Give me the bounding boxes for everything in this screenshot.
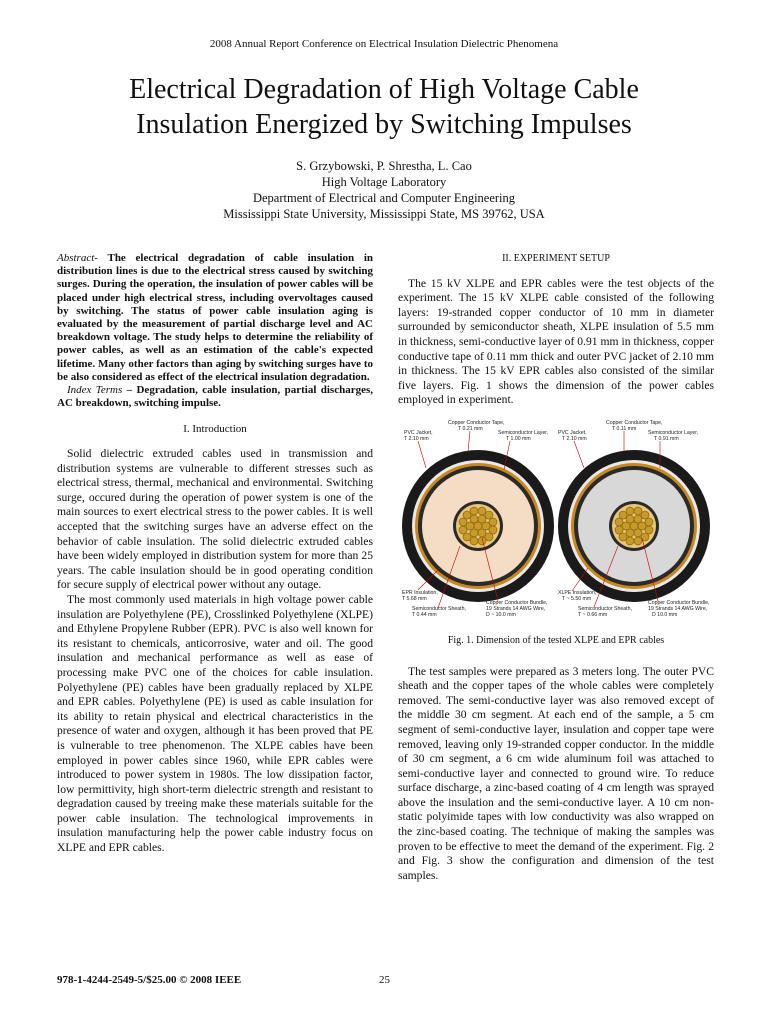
xlpe-label-insulation: XLPE Insulation, — [558, 589, 597, 596]
epr-label-insulation-t: T 5.68 mm — [402, 595, 427, 602]
epr-label-semicon: Semiconductor Layer, — [498, 429, 549, 436]
abstract-label: Abstract- — [57, 252, 98, 264]
page-number: 25 — [379, 974, 390, 986]
abstract-text: The electrical degradation of cable insulation in distribution lines is due to the electrical stress caused by switching surges. During the operation, the insulation of power cables will be placed under high electrical stress, including overvoltages caused by switching. The status of power cable insulation aging is evaluated by the measurement of partial discharge level and AC breakdown voltage. The study helps to determine the reliability of power cables, as well as an estimation of the cable's expected lifetime. Many other factors than aging by switching surges have to be also considered as effect of the electrical insulation degradation. — [57, 252, 373, 383]
experiment-paragraph-2: The test samples were prepared as 3 meters long. The outer PVC sheath and the copper tapes of the whole cables were completely removed. The semi-conductive layer was also removed except of the middle 30 cm segment. At each end of the sample, a 5 cm segment of semi-conductive layer, insulation and copper tape were removed, leaving only 19-stranded copper conductor. In the middle of 30 cm segment, a 6 cm wide aluminum foil was attached to semi-conductive layer and connected to ground wire. To reduce surface discharge, a zinc-based coating of 4 cm length was sprayed above the insulation and the semi-conductive layer. A 10 cm non-static polyimide tapes with low conductivity was also wrapped on the zinc-based coating. The technique of making the samples was proven to be effective to meet the demand of the experiment. Fig. 2 and Fig. 3 show the configuration and dimension of the test samples. — [398, 664, 714, 882]
intro-paragraph-2: The most commonly used materials in high voltage power cable insulation are Polyethylene (PE), Crosslinked Polyethylene (XLPE) and Ethylene Propylene Rubber (EPR). PVC is also well known for its resistant to chemicals, anticorrosive, water and oil. The good insulation and mechanical performance as well as ease of processing make PVC one of the choices for cable insulation. Polyethylene (PE) cables have been gradually replaced by XLPE and EPR cables. Polyethylene (PE) is used as cable insulation for its ability to retain physical and electrical characteristics in the presence of water and oxygen, although it has been proved that PE is vulnerable to tree phenomenon. The XLPE cables have been employed in power cables since 1960, while EPR cables were introduced to power system in 1980s. The low dissipation factor, low permittivity, high short-term dielectric strength and resistant to degradation caused by treeing make these materials suitable for the power cable insulation. The technological improvements in insulation manufacturing help the power cable industry focus on XLPE and EPR cables. — [57, 592, 373, 855]
authors: S. Grzybowski, P. Shrestha, L. Cao — [296, 159, 472, 173]
paper-title — [40, 72, 728, 142]
epr-label-tape-t: T 0.21 mm — [458, 425, 483, 432]
epr-strand-18 — [489, 518, 497, 526]
xlpe-strand-9 — [634, 537, 642, 545]
xlpe-label-sheath: Semiconductor Sheath, — [578, 605, 632, 612]
xlpe-label-jacket: PVC Jacket, — [558, 429, 587, 436]
title-line-1: Electrical Degradation of High Voltage Cable — [129, 74, 639, 105]
intro-paragraph-1: Solid dielectric extruded cables used in transmission and distribution systems are vulnerable to different stresses such as electrical stress, thermal, mechanical and environmental. Switching surge, occured during the operation of power system is one of the main sources to exert electrical stress to the power cables. It is well accepted that the switching surges have an adverse effect on the behavior of cable insulation. The solid dielectric extruded cables have been widely employed in distribution system for more than 25 years. The cable insulation should be in good operating condition for secure supply of electrical power without any outage. — [57, 447, 373, 592]
epr-strand-15 — [470, 507, 478, 515]
left-column — [57, 252, 373, 856]
epr-leader-tape — [468, 431, 470, 452]
cable-cross-section-diagram — [398, 418, 714, 628]
xlpe-label-sheath-t: T ~ 0.66 mm — [578, 611, 608, 618]
epr-label-jacket: PVC Jacket, — [404, 429, 433, 436]
epr-label-bundle: Copper Conductor Bundle, — [486, 599, 548, 606]
epr-strand-12 — [459, 526, 467, 534]
right-column — [398, 252, 714, 883]
epr-label-sheath-t: T 0.44 mm — [412, 611, 437, 618]
xlpe-label-tape: Copper Conductor Tape, — [606, 419, 663, 426]
xlpe-strand-15 — [626, 507, 634, 515]
xlpe-label-jacket-t: T 2.10 mm — [562, 435, 587, 442]
figure-1 — [398, 418, 714, 628]
affiliation-lab: High Voltage Laboratory — [321, 175, 447, 189]
abstract — [57, 252, 373, 384]
xlpe-label-insulation-t: T ~ 5.50 mm — [562, 595, 592, 602]
index-terms-label: Index Terms — [67, 384, 123, 397]
experiment-paragraph-1: The 15 kV XLPE and EPR cables were the test objects of the experiment. The 15 kV XLPE cable consisted of the following layers: 19-stranded copper conductor of 10 mm in diameter surrounded by semiconductor sheath, XLPE insulation of 5.5 mm in thickness, semi-conductive layer of 0.91 mm in thickness, copper conductive tape of 0.11 mm thick and outer PVC jacket of 2.10 mm in thickness. The 15 kV EPR cables also consisted of the similar five layers. Fig. 1 shows the dimension of the power cables employed in experiment. — [398, 276, 714, 407]
epr-label-sheath: Semiconductor Sheath, — [412, 605, 466, 612]
xlpe-label-bundle-wire: 19 Strands 14 AWG Wire, — [648, 605, 708, 612]
xlpe-leader-jacket — [574, 441, 584, 468]
epr-label-semicon-t: T 1.00 mm — [506, 435, 531, 442]
epr-label-insulation: EPR Insulation, — [402, 589, 438, 596]
xlpe-strand-12 — [615, 526, 623, 534]
section-2-heading: II. EXPERIMENT SETUP — [502, 253, 610, 264]
author-block — [0, 158, 768, 222]
footer-copyright: 978-1-4244-2549-5/$25.00 © 2008 IEEE — [57, 974, 242, 986]
epr-label-jacket-t: T 2.10 mm — [404, 435, 429, 442]
xlpe-label-semicon-t: T 0.91 mm — [654, 435, 679, 442]
xlpe-label-bundle-d: D 10.0 mm — [652, 611, 678, 618]
xlpe-label-bundle: Copper Conductor Bundle, — [648, 599, 710, 606]
affiliation-univ: Mississippi State University, Mississippi State, MS 39762, USA — [223, 207, 545, 221]
title-line-2: Insulation Energized by Switching Impulses — [136, 109, 632, 140]
epr-label-bundle-wire: 19 Strands 14 AWG Wire, — [486, 605, 546, 612]
xlpe-label-semicon: Semiconductor Layer, — [648, 429, 699, 436]
xlpe-strand-18 — [645, 518, 653, 526]
figure-1-caption: Fig. 1. Dimension of the tested XLPE and EPR cables — [447, 634, 665, 646]
index-terms-text: – Degradation, cable insulation, partial discharges, AC breakdown, switching impulse. — [57, 384, 373, 410]
conference-header: 2008 Annual Report Conference on Electrical Insulation Dielectric Phenomena — [209, 38, 559, 50]
epr-label-tape: Copper Conductor Tape, — [448, 419, 505, 426]
epr-leader-jacket — [418, 441, 426, 468]
affiliation-dept: Department of Electrical and Computer Engineering — [252, 191, 516, 205]
epr-label-bundle-d: D ~ 10.0 mm — [486, 611, 516, 618]
index-terms — [57, 384, 373, 410]
xlpe-label-tape-t: T 0.11 mm — [612, 425, 637, 432]
section-1-heading: I. Introduction — [183, 423, 247, 436]
